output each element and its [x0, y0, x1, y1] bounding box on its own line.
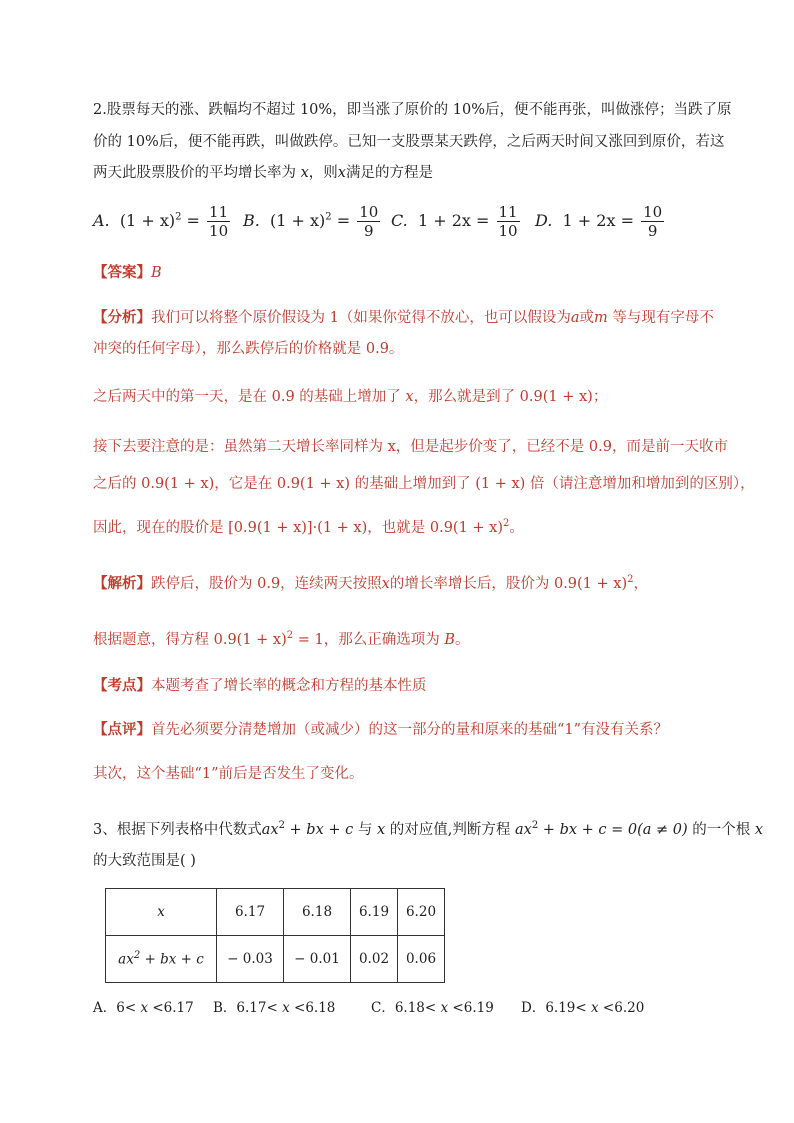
q3-line-1	[93, 816, 763, 840]
q2-line-1: 2.股票每天的涨、跌幅均不超过 10%，即当涨了原价的 10%后，便不能再张，叫做涨停；当跌了原	[93, 102, 732, 118]
solution-tag: 【解析】	[93, 574, 151, 592]
option-exp: 2	[325, 211, 332, 223]
numerator: 11	[209, 203, 229, 221]
table-header-cell: 6.20	[398, 889, 445, 936]
solution-line-1	[93, 570, 648, 594]
q2-line-3-text3: 满足的方程是	[345, 165, 433, 181]
denominator: 10	[498, 222, 518, 240]
analysis-tag: 【分析】	[93, 309, 151, 326]
q3-line-2: 的大致范围是( )	[93, 853, 196, 869]
value-table	[105, 888, 445, 983]
denominator: 10	[209, 222, 229, 240]
answer-value: B	[151, 265, 162, 281]
q3-text: 的对应值,判断方程	[389, 821, 511, 838]
option-eq: =	[620, 211, 634, 230]
table-row	[106, 936, 445, 983]
numerator: 10	[643, 203, 663, 221]
var-m: m	[594, 310, 608, 326]
analysis-line-2: 冲突的任何字母），那么跌停后的价格就是 0.9。	[93, 341, 404, 357]
solution-text: 的增长率增长后，股价为 0.9(1 + x)	[389, 575, 628, 592]
var-x: x	[754, 821, 764, 838]
analysis-line-3	[93, 387, 607, 407]
option-text: D．6.19<	[521, 1000, 591, 1016]
q3-text: 与	[357, 821, 373, 838]
option-lhs: 1 + 2x	[562, 211, 616, 230]
exponent: 2	[503, 518, 510, 529]
comment-tag: 【点评】	[93, 721, 151, 738]
option-a[interactable]	[93, 996, 194, 1016]
numerator: 11	[498, 203, 518, 221]
table-cell: 0.02	[351, 936, 398, 983]
table-cell: − 0.03	[217, 936, 284, 983]
table-cell: 0.06	[398, 936, 445, 983]
q2-line-3-text: 两天此股票股价的平均增长率为	[93, 165, 296, 181]
option-text: <6.18	[289, 1000, 336, 1016]
comment-line-1	[93, 720, 668, 740]
expression: ax	[118, 951, 134, 968]
option-d[interactable]	[521, 996, 644, 1016]
option-lhs: 1 + 2x	[417, 211, 471, 230]
option-text: C．6.18<	[371, 1000, 441, 1016]
comment-text: 首先必须要分清楚增加（或减少）的这一部分的量和原来的基础“1”有没有关系？	[151, 722, 669, 738]
table-row-label	[106, 936, 217, 983]
analysis-text: 或	[579, 310, 594, 326]
option-eq: =	[336, 211, 351, 230]
var-x: x	[300, 165, 309, 181]
solution-text: ，	[633, 575, 648, 592]
option-text: <6.17	[148, 1000, 194, 1016]
answer-value: B	[444, 631, 455, 648]
q3-options	[93, 996, 713, 1018]
analysis-line-4: 接下去要注意的是：虽然第二天增长率同样为 x，但是起步价变了，已经不是 0.9，而是前一天收市	[93, 439, 728, 455]
analysis-text: 我们可以将整个原价假设为 1（如果你觉得不放心，也可以假设为	[151, 310, 571, 326]
analysis-text: 因此，现在的股价是 [0.9(1 + x)]·(1 + x)，也就是 0.9(1 + x)	[93, 519, 504, 536]
equation: ax	[515, 821, 532, 838]
table-header-cell: 6.18	[284, 889, 351, 936]
expression: ax	[261, 821, 279, 838]
answer-tag: 【答案】	[93, 264, 151, 281]
option-exp: 2	[175, 211, 182, 223]
option-a[interactable]	[93, 203, 232, 240]
exponent: 2	[133, 950, 141, 962]
option-text: <6.20	[598, 1000, 645, 1016]
option-letter: C.	[391, 211, 408, 230]
fraction	[497, 203, 520, 240]
solution-text: 。	[455, 631, 470, 648]
option-c[interactable]	[391, 203, 522, 240]
exponent: 2	[278, 820, 285, 831]
var-x: x	[337, 165, 346, 181]
q3-text: 3、根据下列表格中代数式	[93, 821, 262, 838]
analysis-text: 之后两天中的第一天，是在 0.9 的基础上增加了	[93, 389, 401, 405]
point-tag: 【考点】	[93, 677, 151, 694]
exponent: 2	[531, 820, 539, 831]
expression: + bx + c	[284, 821, 354, 838]
var-x: x	[381, 575, 390, 592]
option-letter: A.	[93, 211, 110, 230]
table-header-cell: 6.19	[351, 889, 398, 936]
table-cell: − 0.01	[284, 936, 351, 983]
fraction	[641, 203, 664, 240]
option-lhs: (1 + x)	[270, 211, 326, 230]
point-text: 本题考查了增长率的概念和方程的基本性质	[151, 678, 427, 694]
table-header-cell: 6.17	[217, 889, 284, 936]
fraction	[207, 203, 230, 240]
option-letter: D.	[535, 211, 553, 230]
equation: + bx + c = 0(a ≠ 0)	[538, 821, 688, 838]
table-row	[106, 889, 445, 936]
q2-options	[93, 203, 713, 247]
option-lhs: (1 + x)	[119, 211, 176, 230]
exponent: 2	[627, 574, 634, 585]
analysis-text: 等与现有字母不	[612, 310, 714, 326]
q2-line-3-text2: ，则	[308, 165, 338, 181]
option-letter: B.	[243, 211, 260, 230]
answer-line	[93, 263, 162, 283]
var-x: x	[591, 1000, 599, 1016]
option-b[interactable]	[243, 203, 382, 240]
analysis-line-5: 之后的 0.9(1 + x)，它是在 0.9(1 + x) 的基础上增加到了 (1 + x) 倍（请注意增加和增加到的区别），	[93, 476, 755, 492]
table-header-cell: x	[106, 889, 217, 936]
option-b[interactable]	[213, 996, 335, 1016]
var-x: x	[440, 1000, 449, 1016]
q3-text: 的一个根	[692, 821, 751, 838]
var-x: x	[405, 389, 414, 405]
denominator: 9	[647, 222, 658, 240]
var-x: x	[140, 1000, 149, 1016]
option-eq: =	[186, 211, 200, 230]
solution-line-2	[93, 626, 470, 650]
var-x: x	[376, 821, 386, 838]
exponent: 2	[286, 630, 294, 641]
q2-line-2: 价的 10%后，便不能再跌，叫做跌停。已知一支股票某天跌停，之后两天时间又涨回到原价，若这	[93, 134, 725, 150]
denominator: 9	[364, 222, 374, 240]
option-eq: =	[476, 211, 490, 230]
solution-text: 根据题意，得方程 0.9(1 + x)	[93, 631, 287, 648]
option-text: B．6.17<	[213, 1000, 283, 1016]
option-text: <6.19	[448, 1000, 494, 1016]
solution-text: = 1，那么正确选项为	[293, 631, 440, 648]
option-d[interactable]	[535, 203, 666, 240]
option-text: A．6<	[93, 1000, 141, 1016]
numerator: 10	[359, 203, 379, 221]
var-x: x	[282, 1000, 290, 1016]
option-c[interactable]	[371, 996, 494, 1016]
solution-text: 跌停后，股价为 0.9，连续两天按照	[151, 575, 382, 592]
q2-line-3	[93, 163, 433, 183]
fraction	[357, 203, 380, 240]
analysis-text: 。	[509, 519, 524, 536]
var-a: a	[570, 310, 580, 326]
comment-line-2: 其次，这个基础“1”前后是否发生了变化。	[93, 766, 364, 782]
analysis-line-1	[93, 308, 714, 328]
analysis-line-6	[93, 514, 524, 538]
expression: + bx + c	[140, 951, 204, 968]
point-line	[93, 676, 427, 696]
analysis-text: ，那么就是到了 0.9(1 + x)；	[413, 389, 608, 405]
